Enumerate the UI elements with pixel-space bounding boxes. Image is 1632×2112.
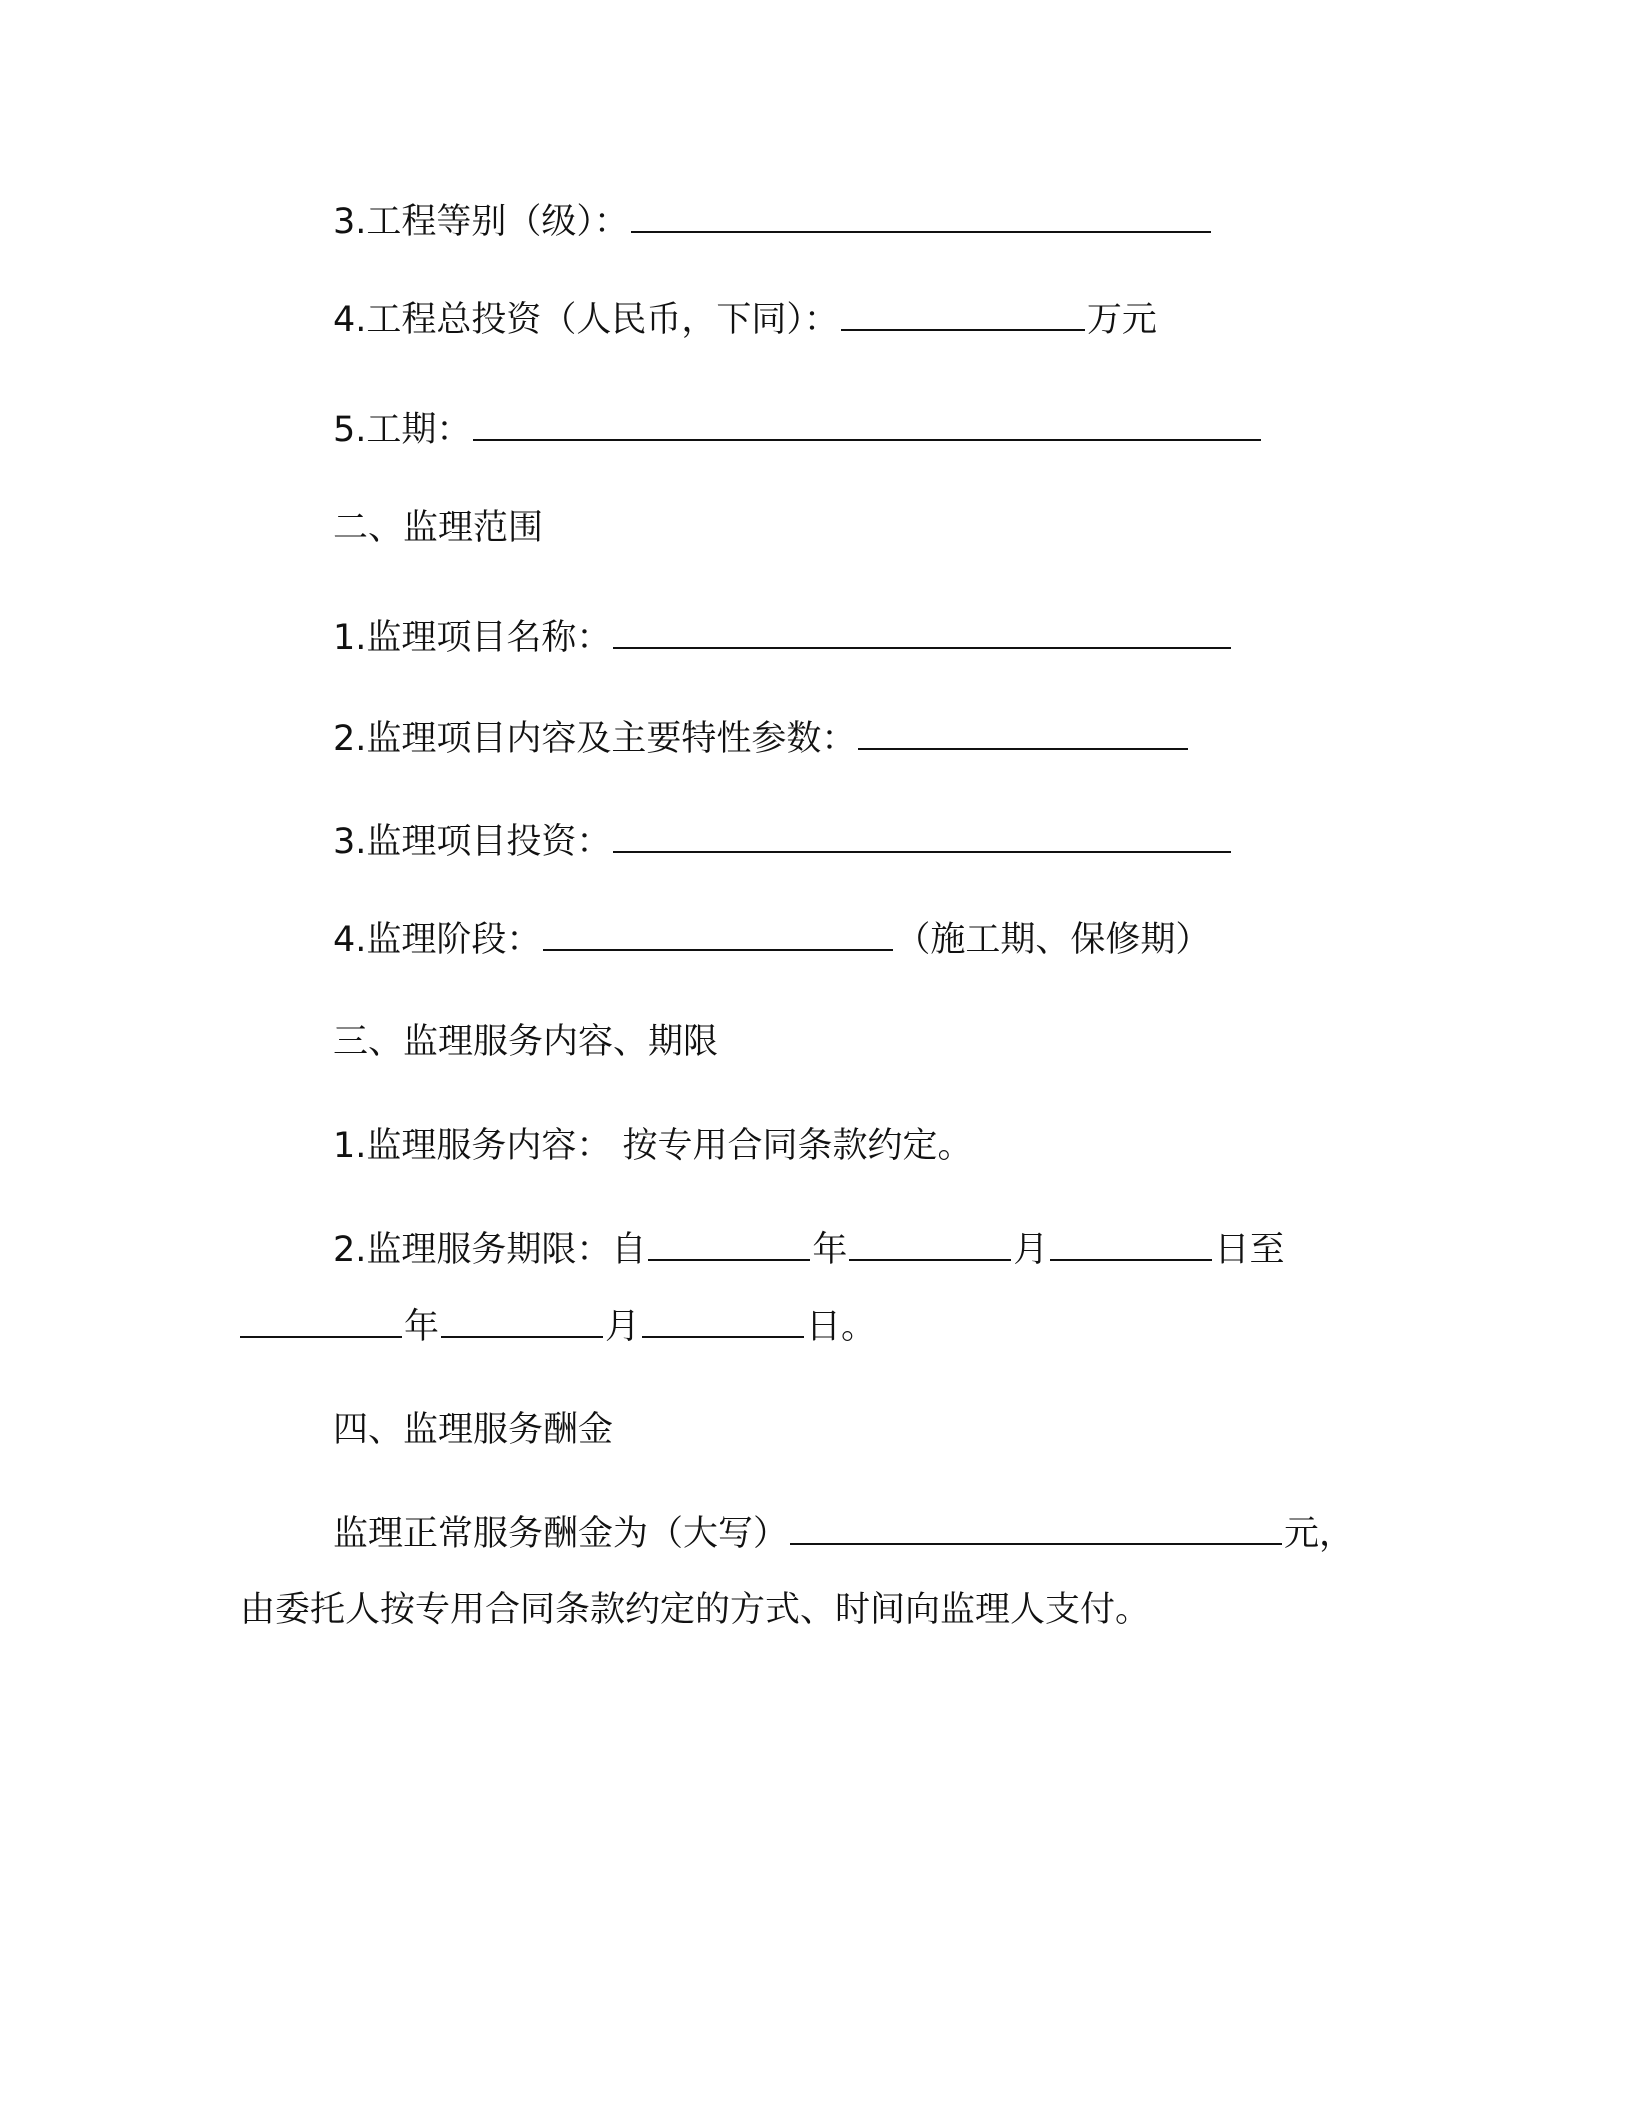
duration-line (333, 408, 1263, 452)
supervision-stage-line (333, 918, 1210, 962)
fee-amount-label: 监理正常服务酬金为（大写） (333, 1514, 789, 1554)
end-month-blank[interactable] (441, 1306, 603, 1338)
project-content-label: 2.监理项目内容及主要特性参数： (333, 719, 857, 759)
section-heading-service-label: 三、监理服务内容、期限 (333, 1022, 719, 1062)
start-year-label: 年 (812, 1230, 848, 1270)
fee-amount-unit: 元， (1284, 1514, 1355, 1554)
supervision-stage-note: （施工期、保修期） (895, 920, 1211, 960)
section-heading-fee-label: 四、监理服务酬金 (333, 1410, 614, 1450)
start-year-blank[interactable] (648, 1229, 810, 1261)
section-heading-fee (333, 1408, 613, 1452)
project-content-line (333, 717, 1190, 761)
end-day-label: 日。 (806, 1307, 877, 1347)
project-name-line (333, 616, 1233, 660)
fee-amount-line (333, 1512, 1354, 1556)
fee-payment-line (240, 1588, 1150, 1632)
end-year-label: 年 (404, 1307, 440, 1347)
duration-label: 5.工期： (333, 410, 472, 450)
end-year-blank[interactable] (240, 1306, 402, 1338)
project-name-label: 1.监理项目名称： (333, 618, 612, 658)
service-period-line (333, 1228, 1284, 1272)
project-investment-line (333, 820, 1233, 864)
section-heading-service (333, 1020, 718, 1064)
project-investment-label: 3.监理项目投资： (333, 822, 612, 862)
duration-blank[interactable] (473, 409, 1261, 441)
supervision-stage-blank[interactable] (543, 919, 893, 951)
section-heading-scope-label: 二、监理范围 (333, 508, 544, 548)
service-content-text: 1.监理服务内容： 按专用合同条款约定。 (333, 1126, 973, 1166)
project-content-blank[interactable] (858, 718, 1188, 750)
total-investment-line (333, 298, 1157, 342)
service-content-line (333, 1124, 973, 1168)
project-name-blank[interactable] (613, 617, 1231, 649)
start-day-blank[interactable] (1050, 1229, 1212, 1261)
total-investment-unit: 万元 (1086, 300, 1157, 340)
section-heading-scope (333, 506, 543, 550)
start-month-label: 月 (1013, 1230, 1049, 1270)
project-investment-blank[interactable] (613, 821, 1231, 853)
engineering-grade-label: 3.工程等别（级）： (333, 202, 629, 242)
total-investment-blank[interactable] (841, 299, 1085, 331)
engineering-grade-line (333, 200, 1213, 244)
end-day-blank[interactable] (642, 1306, 804, 1338)
service-period-label: 2.监理服务期限：自 (333, 1230, 647, 1270)
engineering-grade-blank[interactable] (631, 201, 1211, 233)
fee-payment-text: 由委托人按专用合同条款约定的方式、时间向监理人支付。 (240, 1590, 1151, 1630)
service-period-end-line (240, 1305, 876, 1349)
start-month-blank[interactable] (849, 1229, 1011, 1261)
fee-amount-blank[interactable] (790, 1513, 1282, 1545)
supervision-stage-label: 4.监理阶段： (333, 920, 542, 960)
start-day-label: 日至 (1214, 1230, 1285, 1270)
end-month-label: 月 (605, 1307, 641, 1347)
total-investment-label: 4.工程总投资（人民币，下同）： (333, 300, 839, 340)
